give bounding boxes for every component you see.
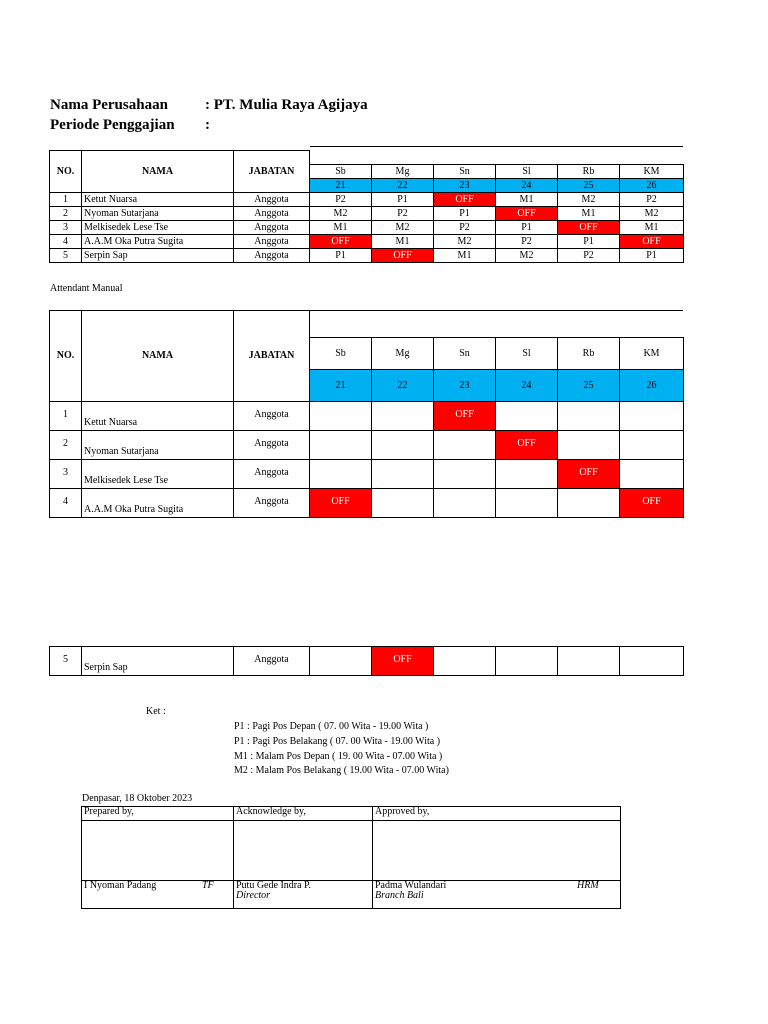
place-date: Denpasar, 18 Oktober 2023 <box>82 793 193 804</box>
row-no: 3 <box>50 221 82 235</box>
shift-cell: P1 <box>558 235 620 249</box>
shift-cell: M2 <box>310 207 372 221</box>
ket-label: Ket : <box>146 706 166 717</box>
shift-cell: M2 <box>372 221 434 235</box>
period-label: Periode Penggajian <box>50 117 175 133</box>
col-nama-header: NAMA <box>82 151 234 193</box>
date-header: 21 <box>310 370 372 402</box>
table-row <box>50 489 684 518</box>
col-no-header: NO. <box>50 151 82 193</box>
date-header: 26 <box>620 370 684 402</box>
date-header: 22 <box>372 179 434 193</box>
date-header: 23 <box>434 179 496 193</box>
attendance-cell: OFF <box>496 431 558 460</box>
attendance-cell <box>620 460 684 489</box>
attendance-table <box>49 310 684 518</box>
date-header: 22 <box>372 370 434 402</box>
shift-cell: P2 <box>310 193 372 207</box>
shift-cell: OFF <box>620 235 684 249</box>
row-no: 5 <box>50 249 82 263</box>
prepared-name: I Nyoman Padang <box>84 880 157 891</box>
attendance-cell <box>372 489 434 518</box>
signature-table <box>81 806 621 909</box>
attendance-cell: OFF <box>310 489 372 518</box>
row-jabatan: Anggota <box>234 402 310 431</box>
row-no: 1 <box>50 402 82 431</box>
ket-line: P1 : Pagi Pos Depan ( 07. 00 Wita - 19.00 Wita ) <box>234 721 429 732</box>
date-header: 26 <box>620 179 684 193</box>
row-nama: Ketut Nuarsa <box>82 193 234 207</box>
section-title-attendant-manual: Attendant Manual <box>50 283 123 294</box>
attendance-cell <box>310 647 372 676</box>
shift-cell: M2 <box>558 193 620 207</box>
company-label: Nama Perusahaan <box>50 97 168 113</box>
attendance-cell <box>310 402 372 431</box>
col-no-header: NO. <box>50 311 82 402</box>
attendance-cell <box>558 489 620 518</box>
row-jabatan: Anggota <box>234 235 310 249</box>
row-jabatan: Anggota <box>234 249 310 263</box>
acknowledge-title: Director <box>236 890 271 901</box>
attendance-cell <box>558 647 620 676</box>
attendance-cell <box>496 489 558 518</box>
day-header: Sn <box>434 165 496 179</box>
date-header: 25 <box>558 179 620 193</box>
table-row <box>50 221 684 235</box>
date-header: 24 <box>496 179 558 193</box>
row-jabatan: Anggota <box>234 431 310 460</box>
table-row <box>50 647 684 676</box>
row-nama: Serpin Sap <box>82 249 234 263</box>
date-header: 23 <box>434 370 496 402</box>
day-header: Sb <box>310 165 372 179</box>
shift-cell: OFF <box>372 249 434 263</box>
prepared-label: Prepared by, <box>82 807 234 821</box>
approved-signer <box>373 881 621 909</box>
approved-sign-area <box>373 821 621 881</box>
shift-cell: M1 <box>434 249 496 263</box>
row-nama: Nyoman Sutarjana <box>82 207 234 221</box>
attendance-cell: OFF <box>434 402 496 431</box>
company-value: : PT. Mulia Raya Agijaya <box>205 97 368 113</box>
date-header: 24 <box>496 370 558 402</box>
attendance-cell: OFF <box>620 489 684 518</box>
shift-cell: M2 <box>434 235 496 249</box>
shift-cell: P2 <box>496 235 558 249</box>
row-jabatan: Anggota <box>234 207 310 221</box>
row-nama: Ketut Nuarsa <box>82 402 234 431</box>
attendance-cell <box>620 431 684 460</box>
attendance-cell: OFF <box>372 647 434 676</box>
row-no: 3 <box>50 460 82 489</box>
table-row <box>50 193 684 207</box>
shift-cell: M1 <box>372 235 434 249</box>
attendance-cell <box>434 431 496 460</box>
attendance-cell <box>434 460 496 489</box>
row-nama: Nyoman Sutarjana <box>82 431 234 460</box>
row-no: 4 <box>50 489 82 518</box>
row-no: 2 <box>50 431 82 460</box>
attendance-cell <box>496 460 558 489</box>
attendance-cell <box>372 460 434 489</box>
row-no: 5 <box>50 647 82 676</box>
shift-cell: P1 <box>620 249 684 263</box>
divider-line <box>310 146 683 147</box>
attendance-cell <box>496 402 558 431</box>
day-header: Rb <box>558 338 620 370</box>
prepared-signer <box>82 881 234 909</box>
ket-line: M2 : Malam Pos Belakang ( 19.00 Wita - 07.00 Wita) <box>234 765 449 776</box>
blank-header-cell <box>310 311 684 338</box>
col-jabatan-header: JABATAN <box>234 151 310 193</box>
shift-cell: P1 <box>372 193 434 207</box>
acknowledge-signer <box>234 881 373 909</box>
row-jabatan: Anggota <box>234 221 310 235</box>
attendance-cell: OFF <box>558 460 620 489</box>
row-no: 1 <box>50 193 82 207</box>
row-nama: Melkisedek Lese Tse <box>82 460 234 489</box>
shift-cell: P2 <box>620 193 684 207</box>
attendance-cell <box>372 402 434 431</box>
attendance-table-row5 <box>49 646 684 676</box>
row-nama: Serpin Sap <box>82 647 234 676</box>
shift-cell: P1 <box>434 207 496 221</box>
ket-line: M1 : Malam Pos Depan ( 19. 00 Wita - 07.00 Wita ) <box>234 751 443 762</box>
shift-cell: M2 <box>496 249 558 263</box>
table-row <box>50 431 684 460</box>
row-nama: A.A.M Oka Putra Sugita <box>82 235 234 249</box>
table-row <box>50 235 684 249</box>
day-header: Sb <box>310 338 372 370</box>
shift-cell: OFF <box>496 207 558 221</box>
row-nama: A.A.M Oka Putra Sugita <box>82 489 234 518</box>
day-header: Rb <box>558 165 620 179</box>
acknowledge-sign-area <box>234 821 373 881</box>
row-jabatan: Anggota <box>234 489 310 518</box>
attendance-cell <box>434 489 496 518</box>
date-header: 25 <box>558 370 620 402</box>
date-header: 21 <box>310 179 372 193</box>
approved-title: Branch Bali <box>375 890 424 901</box>
shift-cell: P1 <box>310 249 372 263</box>
ket-line: P1 : Pagi Pos Belakang ( 07. 00 Wita - 19.00 Wita ) <box>234 736 441 747</box>
row-jabatan: Anggota <box>234 647 310 676</box>
day-header: Sl <box>496 338 558 370</box>
attendance-cell <box>558 402 620 431</box>
shift-cell: M1 <box>310 221 372 235</box>
shift-cell: P2 <box>558 249 620 263</box>
table-row <box>50 402 684 431</box>
table-row <box>50 207 684 221</box>
acknowledge-name: Putu Gede Indra P. <box>236 880 311 891</box>
col-jabatan-header: JABATAN <box>234 311 310 402</box>
table-row <box>50 460 684 489</box>
shift-cell: P1 <box>496 221 558 235</box>
approved-code: HRM <box>577 880 599 891</box>
shift-cell: M1 <box>620 221 684 235</box>
attendance-cell <box>434 647 496 676</box>
day-header: Mg <box>372 165 434 179</box>
row-no: 2 <box>50 207 82 221</box>
row-nama: Melkisedek Lese Tse <box>82 221 234 235</box>
shift-cell: P2 <box>372 207 434 221</box>
shift-cell: M1 <box>496 193 558 207</box>
attendance-cell <box>496 647 558 676</box>
day-header: KM <box>620 338 684 370</box>
day-header: Sl <box>496 165 558 179</box>
prepared-sign-area <box>82 821 234 881</box>
approved-name: Padma Wulandari <box>375 880 447 891</box>
blank-header-cell <box>310 151 684 165</box>
row-jabatan: Anggota <box>234 193 310 207</box>
day-header: Mg <box>372 338 434 370</box>
attendance-cell <box>620 402 684 431</box>
acknowledge-label: Acknowledge by, <box>234 807 373 821</box>
shift-cell: P2 <box>434 221 496 235</box>
day-header: Sn <box>434 338 496 370</box>
schedule-table <box>49 150 684 263</box>
day-header: KM <box>620 165 684 179</box>
attendance-cell <box>310 431 372 460</box>
shift-cell: OFF <box>558 221 620 235</box>
shift-cell: OFF <box>434 193 496 207</box>
attendance-cell <box>372 431 434 460</box>
row-no: 4 <box>50 235 82 249</box>
table-row <box>50 249 684 263</box>
period-value: : <box>205 117 210 133</box>
shift-cell: M2 <box>620 207 684 221</box>
row-jabatan: Anggota <box>234 460 310 489</box>
attendance-cell <box>558 431 620 460</box>
attendance-cell <box>310 460 372 489</box>
shift-cell: OFF <box>310 235 372 249</box>
col-nama-header: NAMA <box>82 311 234 402</box>
prepared-code: TF <box>202 880 214 891</box>
approved-label: Approved by, <box>373 807 621 821</box>
attendance-cell <box>620 647 684 676</box>
shift-cell: M1 <box>558 207 620 221</box>
